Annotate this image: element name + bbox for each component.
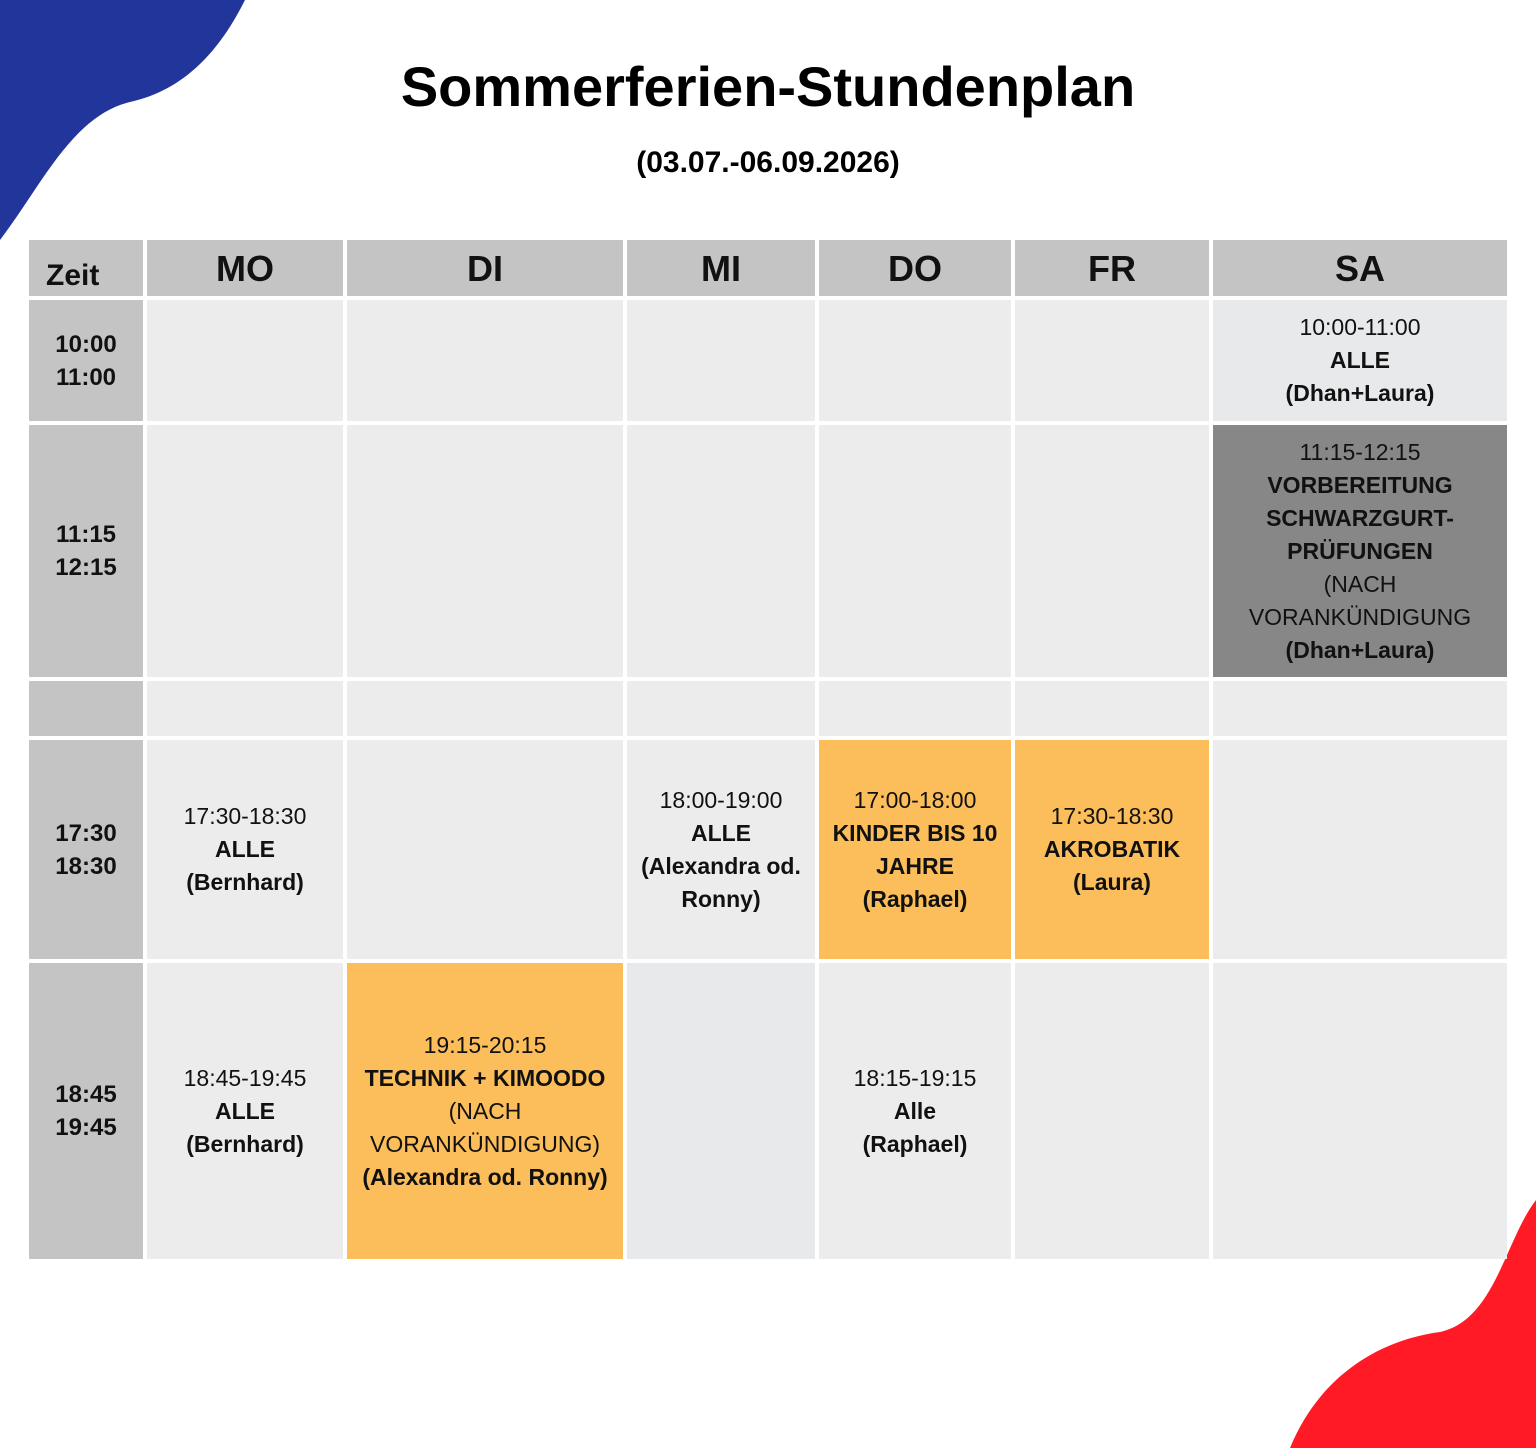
session-mi-1800: 18:00-19:00 ALLE (Alexandra od. Ronny) bbox=[627, 740, 815, 959]
empty-cell bbox=[347, 681, 623, 736]
empty-cell bbox=[1213, 681, 1507, 736]
empty-cell bbox=[347, 425, 623, 677]
session-do-1815: 18:15-19:15 Alle (Raphael) bbox=[819, 963, 1011, 1259]
header-fr: FR bbox=[1015, 240, 1209, 296]
empty-cell bbox=[147, 681, 343, 736]
blue-corner-shape bbox=[0, 0, 250, 245]
empty-cell bbox=[627, 300, 815, 421]
header-do: DO bbox=[819, 240, 1011, 296]
empty-cell bbox=[627, 681, 815, 736]
empty-cell bbox=[1213, 963, 1507, 1259]
empty-cell bbox=[1015, 300, 1209, 421]
empty-cell bbox=[1015, 963, 1209, 1259]
empty-cell bbox=[1015, 425, 1209, 677]
empty-cell bbox=[819, 681, 1011, 736]
time-slot-empty bbox=[29, 681, 143, 736]
header-sa: SA bbox=[1213, 240, 1507, 296]
session-fr-1730: 17:30-18:30 AKROBATIK (Laura) bbox=[1015, 740, 1209, 959]
empty-cell bbox=[819, 425, 1011, 677]
header-di: DI bbox=[347, 240, 623, 296]
time-slot-1730: 17:30 18:30 bbox=[29, 740, 143, 959]
empty-cell bbox=[147, 300, 343, 421]
empty-cell bbox=[1213, 740, 1507, 959]
time-slot-1845: 18:45 19:45 bbox=[29, 963, 143, 1259]
time-slot-1115: 11:15 12:15 bbox=[29, 425, 143, 677]
empty-cell bbox=[627, 425, 815, 677]
empty-cell bbox=[819, 300, 1011, 421]
session-mo-1730: 17:30-18:30 ALLE (Bernhard) bbox=[147, 740, 343, 959]
empty-cell bbox=[347, 740, 623, 959]
empty-cell bbox=[627, 963, 815, 1259]
session-sa-1000: 10:00-11:00 ALLE (Dhan+Laura) bbox=[1213, 300, 1507, 421]
session-di-1915: 19:15-20:15 TECHNIK + KIMOODO (NACH VORANKÜNDIGUNG) (Alexandra od. Ronny) bbox=[347, 963, 623, 1259]
page-title: Sommerferien-Stundenplan bbox=[400, 55, 1136, 118]
time-slot-1000: 10:00 11:00 bbox=[29, 300, 143, 421]
header-mi: MI bbox=[627, 240, 815, 296]
session-sa-1115: 11:15-12:15 VORBEREITUNG SCHWARZGURT- PRÜFUNGEN (NACH VORANKÜNDIGUNG (Dhan+Laura) bbox=[1213, 425, 1507, 677]
empty-cell bbox=[1015, 681, 1209, 736]
schedule-table bbox=[29, 240, 1503, 1258]
empty-cell bbox=[347, 300, 623, 421]
header-zeit: Zeit bbox=[29, 240, 143, 296]
date-range: (03.07.-06.09.2026) bbox=[636, 146, 900, 179]
session-mo-1845: 18:45-19:45 ALLE (Bernhard) bbox=[147, 963, 343, 1259]
header-mo: MO bbox=[147, 240, 343, 296]
empty-cell bbox=[147, 425, 343, 677]
session-do-1700: 17:00-18:00 KINDER BIS 10 JAHRE (Raphael) bbox=[819, 740, 1011, 959]
